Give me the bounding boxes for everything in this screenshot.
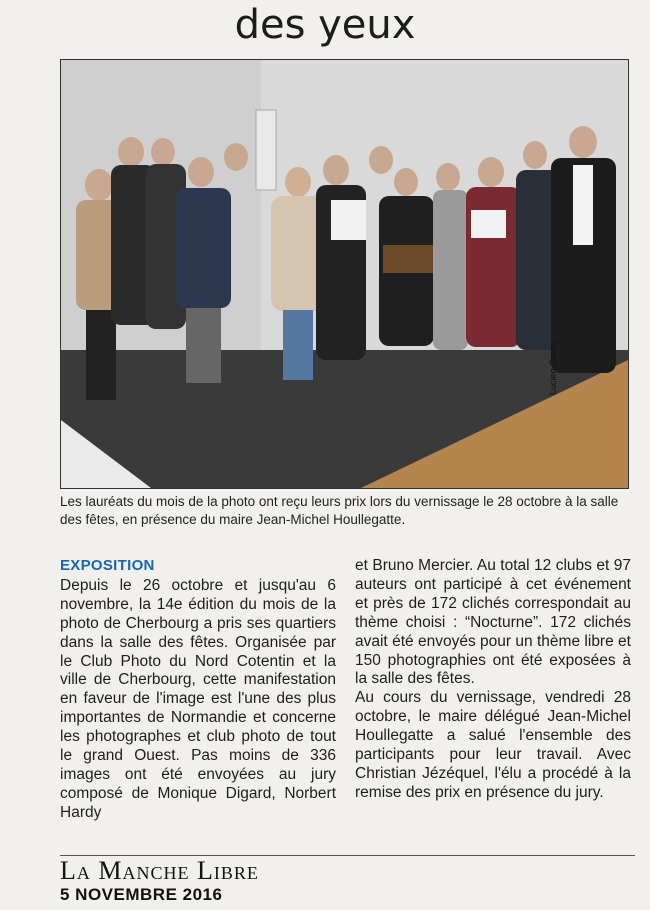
article-column-right xyxy=(355,557,631,803)
publication-date: 5 NOVEMBRE 2016 xyxy=(60,885,223,904)
article-body-right-2: Au cours du vernissage, vendredi 28 octobre, le maire délégué Jean-Michel Houllegatte a salué l'ensemble des participants pour leur travail. Avec Christian Jézéquel, l'élu a procédé à la remise des prix en présence du jury. xyxy=(355,689,631,801)
group-photo-illustration xyxy=(61,60,628,488)
group-photo xyxy=(60,59,629,489)
article-body-right-1: et Bruno Mercier. Au total 12 clubs et 97 auteurs ont participé à cet événement et près de 172 clichés correspondait au thème choisi : “Nocturne”. 172 clichés avait été envoyés pour un thème libre et 150 photographies ont été exposées à la salle des fêtes. xyxy=(355,557,631,688)
article-kicker: EXPOSITION xyxy=(60,557,155,574)
newspaper-masthead: La Manche Libre xyxy=(60,856,259,885)
photo-caption: Les lauréats du mois de la photo ont reçu leurs prix lors du vernissage le 28 octobre à la salle des fêtes, en présence du maire Jean-Michel Houllegatte. xyxy=(60,494,619,527)
article-column-left xyxy=(60,557,336,823)
article-body-left: Depuis le 26 octobre et jusqu'au 6 novembre, la 14e édition du mois de la photo de Cherbourg a pris ses quartiers dans la salle des fêtes. Organisée par le Club Photo du Nord Cotentin et la ville de Cherbourg, cette manifestation en faveur de l'image est l'une des plus importantes de Normandie et concerne les photographes et club photo de tout le grand Ouest. Pas moins de 336 images ont été envoyées au jury composé de Monique Digard, Norbert Hardy xyxy=(60,576,336,821)
photo-credit: Lucien Caron xyxy=(548,341,558,395)
headline: des yeux xyxy=(234,2,416,48)
